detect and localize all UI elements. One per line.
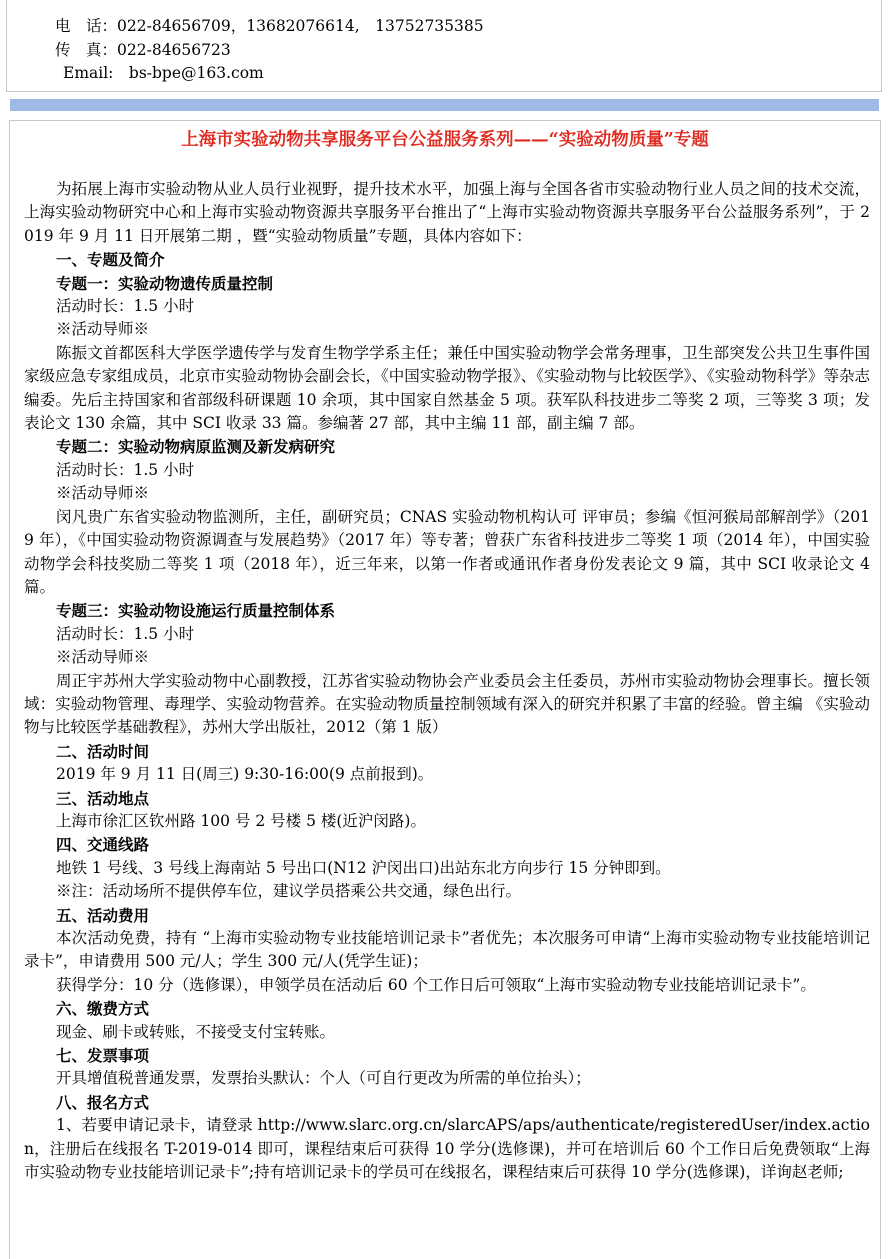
fax-label: 传 真： [55, 41, 118, 59]
activity-time: 2019 年 9 月 11 日(周三) 9:30-16:00(9 点前报到)。 [56, 765, 434, 784]
section-3-heading: 三、活动地点 [56, 788, 150, 808]
topic-3-bio: 周正宇苏州大学实验动物中心副教授，江苏省实验动物协会产业委员会主任委员，苏州市实验动物协会理事长。擅长领域：实验动物管理、毒理学、实验动物营养。在实验动物质量控制领域有深入的研究并积累了丰富的经验。曾主编 《实验动物与比较医学基础教程》，苏州大学出版社，2012（第 1 版） [24, 671, 870, 737]
fax-line [55, 40, 231, 60]
phone-value: 022-84656709，13682076614, 13752735385 [117, 17, 484, 35]
topic-1-mentor-label: ※活动导师※ [56, 320, 150, 339]
registration-text: 1、若要申请记录卡，请登录 http://www.slarc.org.cn/slarcAPS/aps/authenticate/registeredUser/index.action，注册后在线报名 T-2019-014 即可，课程结束后可获得 10 学分(选修课)，并可在培训后 60 个工作日后免费领取“上海市实验动物专业技能培训记录卡”;持有培训记录卡的学员可在线报名，课程结束后可获得 10 学分(选修课)，详询赵老师; [24, 1116, 870, 1182]
section-6-heading: 六、缴费方式 [56, 999, 150, 1019]
page-title: 上海市实验动物共享服务平台公益服务系列——“实验动物质量”专题 [181, 130, 709, 150]
topic-3-mentor-label: ※活动导师※ [56, 648, 150, 667]
intro-paragraph: 为拓展上海市实验动物从业人员行业视野，提升技术水平，加强上海与全国各省市实验动物行业人员之间的技术交流，上海实验动物研究中心和上海市实验动物资源共享服务平台推出了“上海市实验动物资源共享服务平台公益服务系列”，于 2019 年 9 月 11 日开展第二期 ，暨“实验动物质量”专题，具体内容如下： [24, 180, 870, 245]
topic-2-title: 专题二：实验动物病原监测及新发病研究 [56, 437, 336, 457]
credit-text: 获得学分：10 分（选修课），申领学员在活动后 60 个工作日后可领取“上海市实验动物专业技能培训记录卡”。 [56, 975, 816, 994]
topic-3-title: 专题三：实验动物设施运行质量控制体系 [56, 601, 336, 621]
email-line [63, 63, 264, 83]
activity-location: 上海市徐汇区钦州路 100 号 2 号楼 5 楼(近沪闵路)。 [56, 811, 426, 830]
document-body [24, 178, 870, 1184]
transport-route: 地铁 1 号线、3 号线上海南站 5 号出口(N12 沪闵出口)出站东北方向步行 15 分钟即到。 [56, 858, 671, 877]
topic-1-duration: 活动时长：1.5 小时 [56, 297, 195, 316]
divider-bar [10, 99, 879, 111]
topic-2-duration: 活动时长：1.5 小时 [56, 460, 195, 479]
section-5-heading: 五、活动费用 [56, 905, 150, 925]
section-4-heading: 四、交通线路 [56, 835, 150, 855]
email-label: Email: [63, 64, 129, 82]
phone-line [55, 16, 484, 36]
section-7-heading: 七、发票事项 [56, 1046, 150, 1066]
section-2-heading: 二、活动时间 [56, 741, 150, 761]
phone-label: 电 话： [55, 17, 118, 35]
topic-2-mentor-label: ※活动导师※ [56, 484, 150, 503]
fax-value: 022-84656723 [117, 41, 231, 59]
invoice-text: 开具增值税普通发票，发票抬头默认：个人（可自行更改为所需的单位抬头）； [56, 1069, 591, 1088]
email-value[interactable]: bs-bpe@163.com [128, 64, 264, 82]
topic-1-title: 专题一：实验动物遗传质量控制 [56, 273, 274, 293]
topic-1-bio: 陈振文首都医科大学医学遗传学与发育生物学学系主任；兼任中国实验动物学会常务理事，卫生部突发公共卫生事件国家级应急专家组成员，北京市实验动物协会副会长，《中国实验动物学报》、《实验动物与比较医学》、《实验动物科学》等杂志编委。先后主持国家和省部级科研课题 10 余项，其中国家自然基金 5 项。获军队科技进步二等奖 2 项，三等奖 3 项；发表论文 130 余篇，其中 SCI 收录 33 篇。参编著 27 部，其中主编 11 部，副主编 7 部。 [24, 343, 870, 433]
topic-2-bio: 闵凡贵广东省实验动物监测所，主任，副研究员；CNAS 实验动物机构认可 评审员；参编《恒河猴局部解剖学》（2019 年），《中国实验动物资源调查与发展趋势》（2017 年）等专著；曾获广东省科技进步二等奖 1 项（2014 年），中国实验动物学会科技奖励二等奖 1 项（2018 年），近三年来，以第一作者或通讯作者身份发表论文 9 篇，其中 SCI 收录论文 4 篇。 [24, 507, 870, 596]
transport-note: ※注：活动场所不提供停车位，建议学员搭乘公共交通，绿色出行。 [56, 882, 522, 901]
payment-method: 现金、刷卡或转账，不接受支付宝转账。 [56, 1022, 336, 1041]
topic-3-duration: 活动时长：1.5 小时 [56, 624, 195, 643]
section-8-heading: 八、报名方式 [56, 1092, 150, 1112]
section-1-heading: 一、专题及简介 [56, 250, 165, 270]
fee-text: 本次活动免费，持有 “上海市实验动物专业技能培训记录卡”者优先；本次服务可申请“上海市实验动物专业技能培训记录卡”，申请费用 500 元/人；学生 300 元/人(凭学生证)； [24, 929, 870, 971]
